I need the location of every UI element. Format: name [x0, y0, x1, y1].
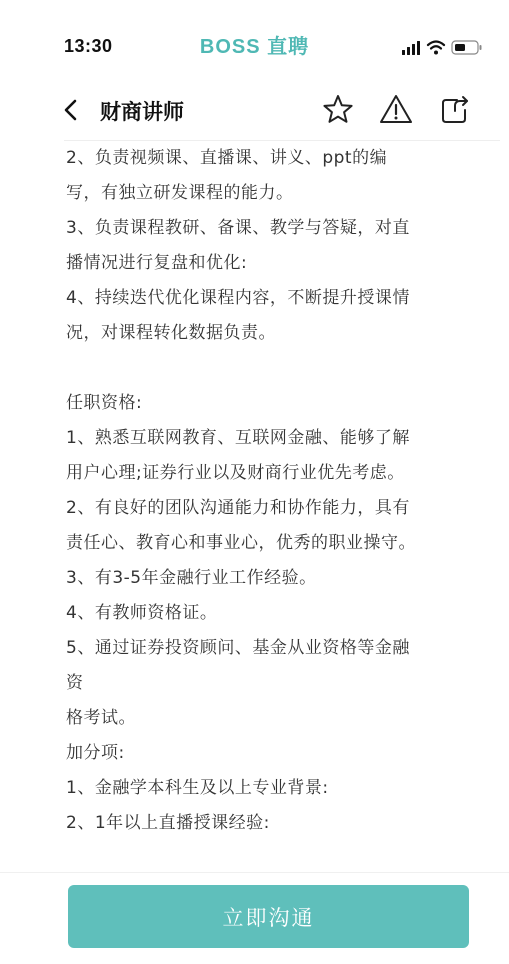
description-line: 播情况进行复盘和优化:: [66, 253, 248, 273]
status-icons: [400, 38, 484, 56]
brand-title: BOSS 直聘: [199, 36, 310, 58]
share-icon[interactable]: [436, 92, 472, 128]
description-line: 责任心、教育心和事业心，优秀的职业操守。: [66, 533, 416, 553]
job-description[interactable]: [66, 141, 476, 872]
status-icons-svg: [400, 38, 484, 56]
description-line: 4、有教师资格证。: [66, 603, 218, 623]
status-time: 13:30: [64, 36, 113, 56]
nav-bar: [0, 80, 509, 142]
description-line: 加分项:: [66, 743, 125, 763]
description-line: 1、熟悉互联网教育、互联网金融、能够了解: [66, 428, 410, 448]
warning-icon[interactable]: [378, 92, 414, 128]
description-line: 况，对课程转化数据负责。: [66, 323, 276, 343]
back-icon[interactable]: [60, 96, 82, 124]
description-line: 3、有3-5年金融行业工作经验。: [66, 568, 317, 588]
description-line: [66, 351, 476, 386]
description-line: 1、金融学本科生及以上专业背景:: [66, 778, 329, 798]
job-description-lines: [66, 141, 476, 841]
description-line: 2、有良好的团队沟通能力和协作能力，具有: [66, 498, 410, 518]
signal-icon: [402, 41, 420, 55]
description-line: 4、持续迭代优化课程内容，不断提升授课情: [66, 288, 410, 308]
description-line: 2、负责视频课、直播课、讲义、ppt的编: [66, 148, 388, 168]
status-bar: [0, 0, 509, 80]
star-icon[interactable]: [320, 92, 356, 128]
description-line: 3、负责课程教研、备课、教学与答疑，对直: [66, 218, 410, 238]
description-line: 5、通过证券投资顾问、基金从业资格等金融: [66, 638, 410, 658]
page-title: 财商讲师: [100, 100, 184, 124]
description-line: 格考试。: [66, 708, 136, 728]
content-fade: [0, 852, 509, 874]
description-line: 任职资格:: [66, 393, 143, 413]
description-line: 用户心理;证券行业以及财商行业优先考虑。: [66, 463, 405, 483]
wifi-icon: [428, 42, 444, 55]
description-line: 写，有独立研发课程的能力。: [66, 183, 294, 203]
description-line: 资: [66, 673, 84, 693]
chat-now-button[interactable]: 立即沟通: [68, 885, 469, 948]
footer: [0, 872, 509, 964]
battery-icon: [452, 41, 482, 54]
description-line: 2、1年以上直播授课经验:: [66, 813, 270, 833]
